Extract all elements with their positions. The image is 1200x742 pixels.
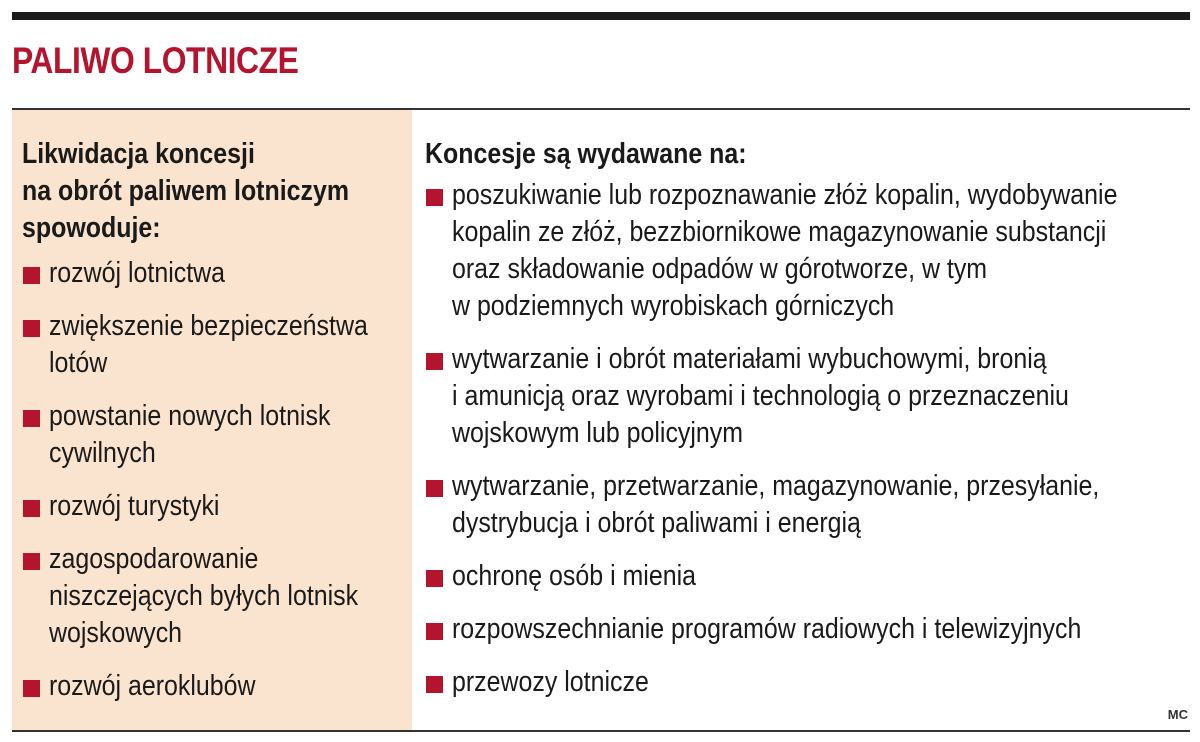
list-item: przewozy lotnicze [425,664,1195,701]
list-item: powstanie nowych lotnisk cywilnych [22,398,407,472]
list-item: rozwój lotnictwa [22,255,407,292]
left-column [22,136,407,721]
square-bullet-icon [23,410,40,427]
square-bullet-icon [426,353,443,370]
bottom-rule [12,730,1190,732]
square-bullet-icon [426,189,443,206]
list-item: rozpowszechnianie programów radiowych i telewizyjnych [425,611,1195,648]
list-item: rozwój aeroklubów [22,668,407,705]
square-bullet-icon [23,553,40,570]
square-bullet-icon [23,320,40,337]
left-heading: Likwidacja koncesji na obrót paliwem lotniczym spowoduje: [22,138,350,244]
right-heading: Koncesje są wydawane na: [425,138,747,170]
list-item: zwiększenie bezpieczeństwa lotów [22,308,407,382]
right-list [425,177,1195,701]
list-item: zagospodarowanie niszczejących byłych lotnisk wojskowych [22,541,407,652]
list-item: wytwarzanie i obrót materiałami wybuchowymi, bronią i amunicją oraz wyrobami i technologią o przeznaczeniu wojskowym lub policyjnym [425,341,1195,452]
list-item: wytwarzanie, przetwarzanie, magazynowanie, przesyłanie, dystrybucja i obrót paliwami i energią [425,468,1195,542]
square-bullet-icon [23,680,40,697]
list-item: ochronę osób i mienia [425,558,1195,595]
square-bullet-icon [23,267,40,284]
square-bullet-icon [426,480,443,497]
list-item: poszukiwanie lub rozpoznawanie złóż kopalin, wydobywanie kopalin ze złóż, bezzbiornikowe magazynowanie substancji oraz składowanie odpadów w górotworze, w tym w podziemnych wyrobiskach górniczych [425,177,1195,325]
top-rule [12,12,1190,20]
list-item: rozwój turystyki [22,488,407,525]
square-bullet-icon [426,623,443,640]
page-title: PALIWO LOTNICZE [12,40,299,81]
square-bullet-icon [426,676,443,693]
square-bullet-icon [23,500,40,517]
square-bullet-icon [426,570,443,587]
author-credit: MC [1167,707,1188,722]
right-column [425,136,1195,717]
left-list [22,255,407,705]
